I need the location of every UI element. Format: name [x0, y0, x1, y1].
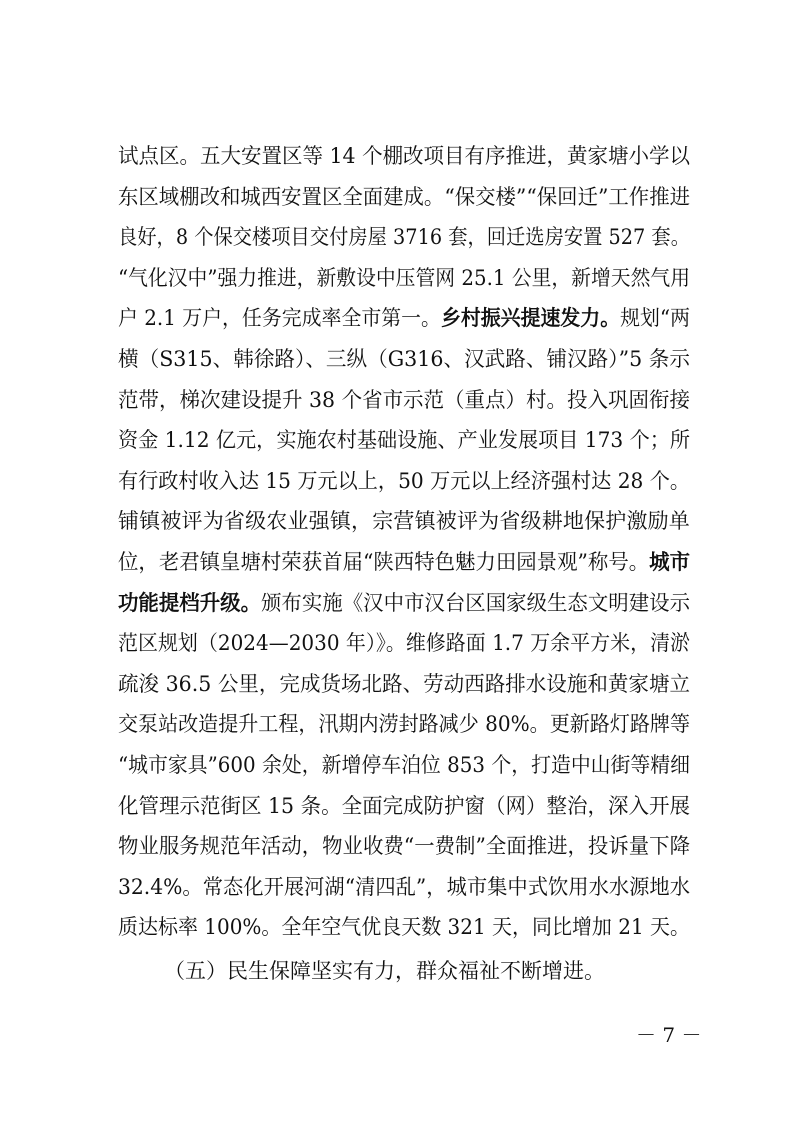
text-line [118, 420, 690, 461]
text-line [118, 339, 690, 380]
text-run: 铺镇被评为省级农业强镇，宗营镇被评为省级耕地保护激励单 [118, 509, 690, 534]
text-run: 32.4%。常态化开展河湖“清四乱”，城市集中式饮用水水源地水 [118, 874, 690, 899]
text-run: 资金 1.12 亿元，实施农村基础设施、产业发展项目 173 个；所 [118, 428, 691, 453]
text-run: “气化汉中”强力推进，新敷设中压管网 25.1 公里，新增天然气用 [118, 265, 691, 290]
text-line [118, 583, 690, 624]
text-run: 有行政村收入达 15 万元以上，50 万元以上经济强村达 28 个。 [118, 468, 691, 493]
text-line [118, 704, 690, 745]
text-run: 范带，梯次建设提升 38 个省市示范（重点）村。投入巩固衔接 [118, 387, 691, 412]
text-line [118, 623, 690, 664]
text-line [118, 136, 690, 177]
text-line [118, 380, 690, 421]
text-line [118, 542, 690, 583]
text-run: 化管理示范街区 15 条。全面完成防护窗（网）整治，深入开展 [118, 793, 691, 818]
bold-run: 乡村振兴提速发力。 [440, 306, 621, 331]
text-run: 交泵站改造提升工程，汛期内涝封路减少 80%。更新路灯路牌等 [118, 712, 691, 737]
text-line [118, 258, 690, 299]
text-run: 疏浚 36.5 公里，完成货场北路、劳动西路排水设施和黄家塘立 [118, 671, 691, 696]
text-line [118, 298, 690, 339]
text-line [118, 907, 690, 948]
bold-run: 城市 [649, 549, 691, 574]
text-run: 范区规划（2024—2030 年）》。维修路面 1.7 万余平方米，清淤 [118, 631, 691, 656]
text-run: 东区域棚改和城西安置区全面建成。“保交楼”“保回迁”工作推进 [118, 184, 690, 209]
text-run: “城市家具”600 余处，新增停车泊位 853 个，打造中山街等精细 [118, 752, 691, 777]
text-line [118, 177, 690, 218]
text-run: 试点区。五大安置区等 14 个棚改项目有序推进，黄家塘小学以 [118, 144, 691, 168]
text-run: 规划“两 [620, 306, 690, 331]
text-line [118, 501, 690, 542]
text-line [118, 664, 690, 705]
page-number: － 7 － [636, 1023, 702, 1047]
text-run: 位，老君镇皇塘村荣获首届“陕西特色魅力田园景观”称号。 [118, 549, 650, 574]
text-run: 质达标率 100%。全年空气优良天数 321 天，同比增加 21 天。 [118, 915, 690, 940]
text-line [118, 826, 690, 867]
text-line [118, 745, 690, 786]
text-line [118, 217, 690, 258]
text-run: 颁布实施《汉中市汉台区国家级生态文明建设示 [261, 590, 691, 615]
section-heading: （五）民生保障坚实有力，群众福祉不断增进。 [164, 959, 605, 983]
text-run: 物业服务规范年活动，物业收费“一费制”全面推进，投诉量下降 [118, 834, 691, 859]
text-run: 良好，8 个保交楼项目交付房屋 3716 套，回迁选房安置 527 套。 [118, 225, 690, 250]
text-run: 户 2.1 万户，任务完成率全市第一。 [118, 306, 441, 331]
text-line [118, 461, 690, 502]
bold-run: 功能提档升级。 [118, 590, 262, 615]
text-run: 横（S315、韩徐路）、三纵（G316、汉武路、铺汉路）”5 条示 [118, 346, 690, 371]
body-paragraph [118, 136, 690, 948]
text-line [118, 867, 690, 908]
text-line [118, 786, 690, 827]
